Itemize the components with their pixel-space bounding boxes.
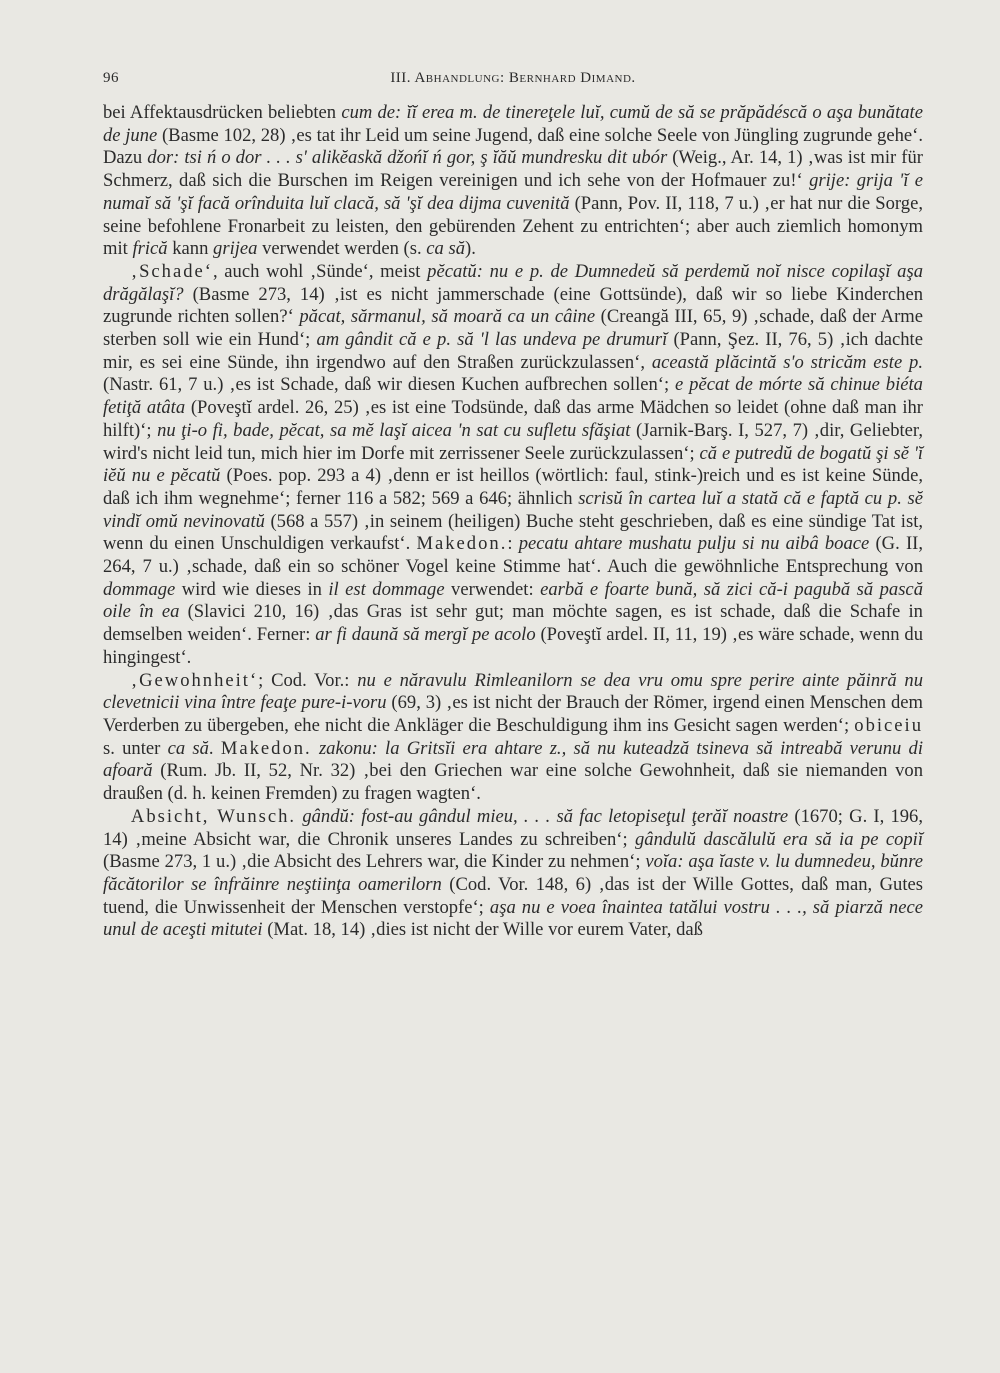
italic-run: grije: grija 'ĭ e numaĭ să 'şĭ facă orînduita luĭ clacă, să 'şĭ dea dijma cuvenită (103, 170, 924, 214)
text-run: verwendet werden (s. (257, 238, 427, 260)
italic-run: gândulŭ dascălulŭ era să ia pe copiĭ (635, 828, 923, 850)
spaced-run: obiceiu (854, 714, 923, 736)
italic-run: nu e năravulu Rimleanilorn se dea vru omu spre perire ainte păinră nu clevetnicii vina între feaţe pure-i-voru (103, 669, 923, 714)
italic-run: această plăcintă s'o stricăm este p. (651, 351, 924, 373)
text-run: (Pann, Pov. II, 118, 7 u.) ‚er hat nur die Sorge, seine befohlene Fronarbeit zu leisten, den gebürenden Zehent zu entrichten‘; aber auch ziemlich homonym mit (103, 192, 923, 260)
italic-run: gândŭ: fost-au gândul mieu, . . . să fac letopiseţul ţerăĭ noastre (302, 805, 789, 827)
italic-run: frică (132, 238, 168, 260)
text-run: (Rum. Jb. II, 52, Nr. 32) ‚bei den Griechen war eine solche Gewohnheit, daß sie niemanden von draußen (d. h. keinen Fremden) zu fragen wagten‘. (103, 760, 923, 805)
text-run: (Mat. 18, 14) ‚dies ist nicht der Wille vor eurem Vater, daß (262, 919, 703, 941)
italic-run: păcat, sărmanul, să moară ca un câine (299, 306, 596, 328)
italic-run: ca să (167, 737, 209, 759)
text-run: (Poveştĭ ardel. II, 11, 19) ‚es wäre schade, wenn du hingingest‘. (103, 624, 923, 668)
text-run: . (208, 737, 221, 759)
paragraph (103, 806, 923, 942)
italic-run: pecatu ahtare mushatu pulju si nu aibâ boace (518, 533, 870, 555)
text-run: (Basme 273, 1 u.) ‚die Absicht des Lehrers war, die Kinder zu nehmen‘; (103, 851, 646, 873)
text-run: bei Affektausdrücken beliebten (103, 102, 342, 123)
italic-run: ar fi daună să mergĭ pe acolo (315, 624, 536, 646)
text-run: (Slavici 210, 16) ‚das Gras ist sehr gut; man möchte sagen, es ist schade, daß die Schafe in demselben weiden‘. Ferner: (103, 601, 923, 646)
text-run: (G. II, 264, 7 u.) ‚schade, daß ein so schöner Vogel keine Stimme hat‘. Auch die gewöhnliche Entsprechung von (103, 533, 923, 578)
page-header (103, 70, 923, 92)
text-run: (Weig., Ar. 14, 1) ‚was ist mir für Schmerz, daß sich die Burschen im Reigen vereinigen und ich sehe von der Hofmauer zu!‘ (103, 147, 923, 192)
text-run: (Basme 273, 14) ‚ist es nicht jammerschade (eine Gottsünde), daß wir so liebe Kinderchen zugrunde richten sollen?‘ (103, 283, 923, 328)
italic-run: earbă e foarte bună, să zici că-i pagubă să pască oile în ea (103, 578, 923, 623)
italic-run: dor: tsi ń o dor . . . s' alikĕaskă džońĭ ń gor, ş ĭăŭ mundresku dit ubór (147, 147, 668, 169)
italic-run: dommage (103, 578, 176, 600)
page-number: 96 (103, 70, 119, 86)
text-run: ; Cod. Vor.: (258, 669, 358, 691)
running-head: III. Abhandlung: Bernhard Dimand. (390, 70, 636, 86)
text-run: kann (167, 238, 214, 260)
body-text (103, 102, 923, 942)
paragraph (103, 261, 923, 670)
text-run: (Poes. pop. 293 a 4) ‚denn er ist heillos (wörtlich: faul, stink-)reich und es ist keine Sünde, daß ich ihm wegnehme‘; ferner 116 a 582; 569 a 646; ähnlich (103, 465, 923, 509)
text-run: (69, 3) ‚es ist nicht der Brauch der Römer, irgend einen Menschen dem Verderben zu übergeben, ehe nicht die Ankläger die Beschuldigung ihm ins Gesicht sagen werden‘; (103, 692, 923, 736)
text-run: (Cod. Vor. 148, 6) ‚das ist der Wille Gottes, daß man, Gutes tuend, die Unwissenheit der Menschen verstopfe‘; (103, 873, 923, 918)
italic-run: pĕcatŭ: nu e p. de Dumnedeŭ să perdemŭ noĭ nisce copilaşĭ aşa drăgălaşĭ? (103, 260, 923, 305)
spaced-run: Absicht, Wunsch. (130, 805, 297, 827)
italic-run: nu ţi-o fi, bade, pĕcat, sa mĕ laşĭ aicea 'n sat cu sufletu sfăşiat (157, 419, 631, 441)
text-run: (Poveştĭ ardel. 26, 25) ‚es ist eine Todsünde, daß das arme Mädchen so leidet (ohne daß man ihr hilft)‘; (103, 397, 923, 441)
text-run: (568 a 557) ‚in seinem (heiligen) Buche steht geschrieben, daß es eine sündige Tat ist, wenn du einen Unschuldigen verkaufst‘. (103, 510, 924, 555)
text-run: ). (465, 238, 476, 260)
text-run: s. unter (103, 737, 168, 759)
paragraph (103, 670, 923, 806)
italic-run: am gândit că e p. să 'l las undeva pe drumurĭ (316, 329, 668, 351)
text-run: (Basme 102, 28) ‚es tat ihr Leid um seine Jugend, daß eine solche Seele von Jüngling zugrunde gehe‘. Dazu (103, 124, 923, 169)
italic-run: voĭa: aşa ĭaste v. lu dumnedeu, bŭnre făcătorilor se înfrăinre neştiinţa oamerilorn (103, 851, 924, 895)
text-run: (Jarnik-Barş. I, 527, 7) ‚dir, Geliebter, wird's nicht leid tun, mich hier im Dorfe mit zerrissener Seele zurückzulassen‘; (103, 419, 923, 464)
italic-run: il est dommage (328, 578, 445, 600)
text-run: verwendet: (444, 578, 541, 600)
paragraph (103, 102, 923, 261)
italic-run: aşa nu e voea înaintea tatălui vostru . . ., să piarză nece unul de aceşti mitutei (103, 896, 923, 941)
text-run: wird wie dieses in (175, 578, 329, 600)
text-run: (Pann, Şez. II, 76, 5) ‚ich dachte mir, es sei eine Sünde, ihn irgendwo auf den Straßen zurückzulassen‘, (103, 329, 923, 373)
spaced-run: Makedon. (220, 737, 312, 759)
italic-run: că e putredŭ de bogatŭ şi sĕ 'ĭ iĕŭ nu e pĕcatŭ (103, 442, 923, 487)
italic-run: scrisŭ în cartea luĭ a stată că e faptă cu p. sĕ vindĭ omŭ nevinovatŭ (103, 487, 923, 532)
text-run: (Creangă III, 65, 9) ‚schade, daß der Arme sterben soll wie ein Hund‘; (103, 306, 924, 351)
italic-run: zakonu: la Gritsĭi era ahtare z., să nu kuteadză tsineva să intreabă verunu di afoară (103, 737, 923, 782)
spaced-run: ‚Gewohnheit‘ (130, 669, 259, 691)
text-run: (1670; G. I, 196, 14) ‚meine Absicht war, die Chronik unseres Landes zu schreiben‘; (103, 805, 924, 850)
text-run (312, 738, 319, 759)
italic-run: e pĕcat de mórte să chinue biéta fetiţă atâta (103, 374, 923, 419)
text-run: , auch wohl ‚Sünde‘, meist (212, 260, 428, 282)
italic-run: grijea (213, 238, 258, 260)
spaced-run: Makedon. (416, 533, 508, 555)
italic-run: ca să (426, 238, 466, 260)
text-run: (Nastr. 61, 7 u.) ‚es ist Schade, daß wir diesen Kuchen aufbrechen sollen‘; (103, 374, 676, 396)
italic-run: cum de: ĭĭ erea m. de tinereţele luĭ, cumŭ de să se prăpădéscă o aşa bunătate de june (103, 102, 923, 146)
text-run: : (507, 533, 519, 555)
spaced-run: ‚Schade‘ (130, 260, 213, 282)
